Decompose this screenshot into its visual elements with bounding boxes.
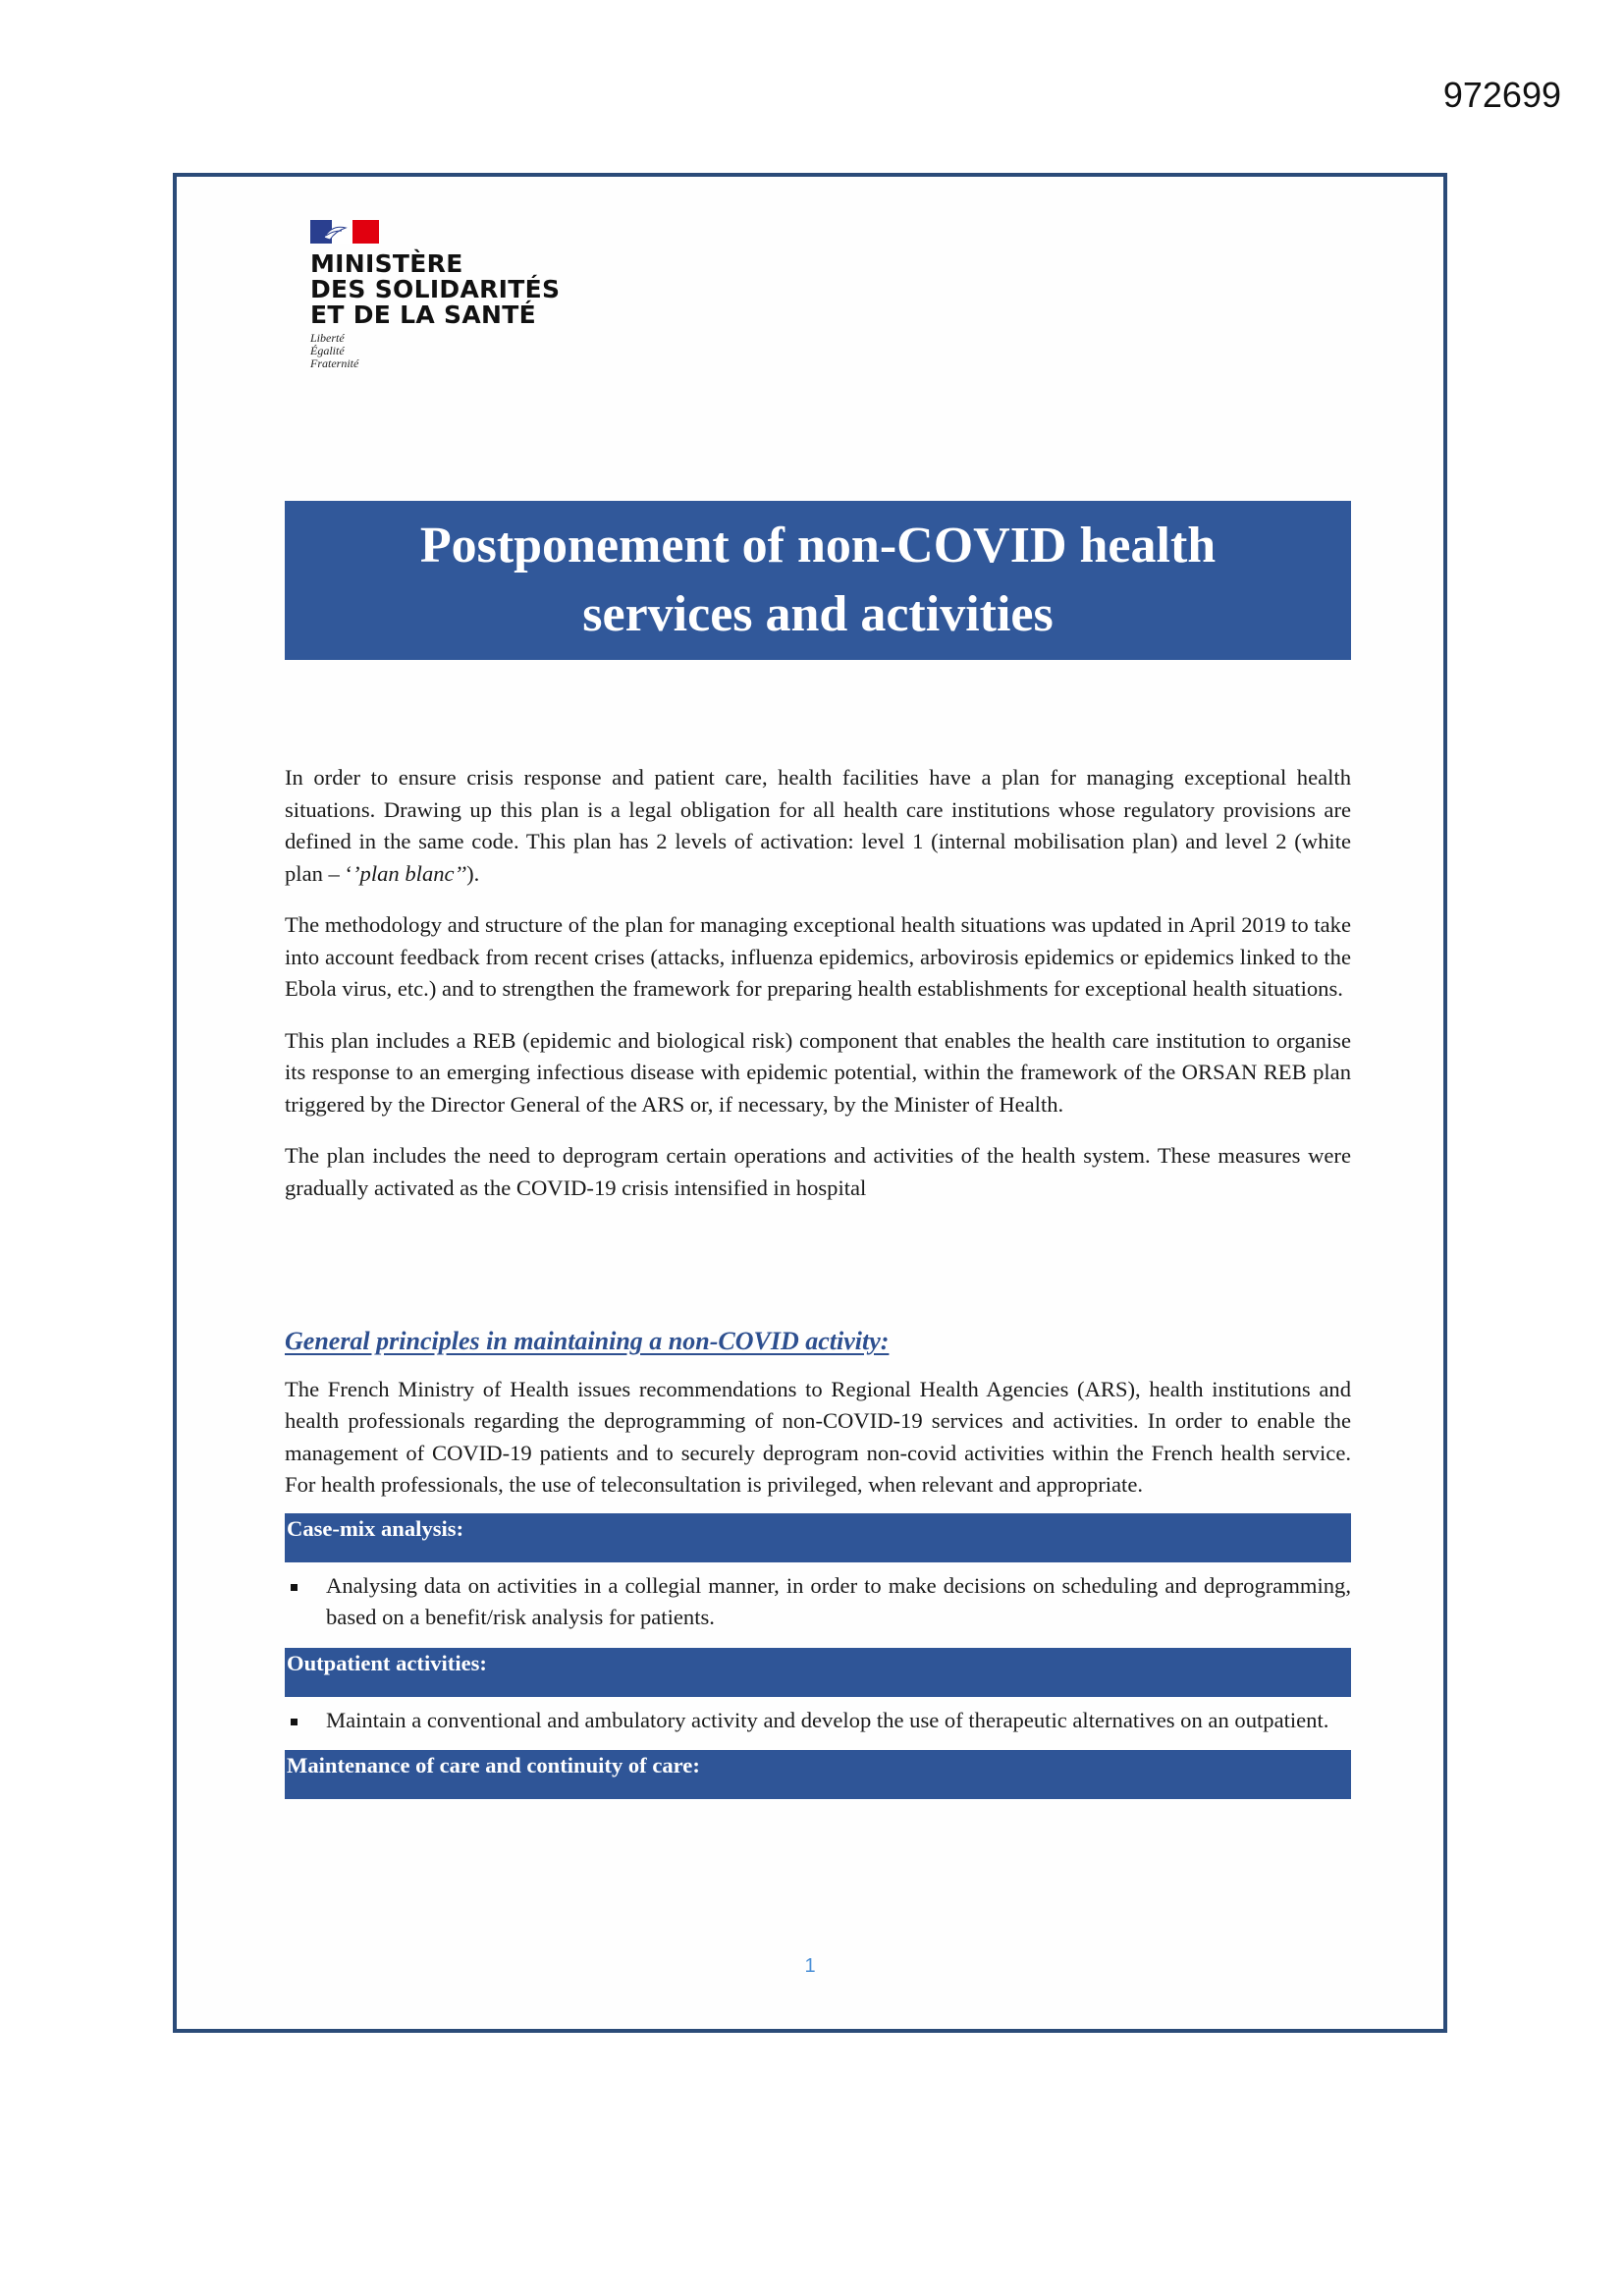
case-mix-list bbox=[285, 1570, 1351, 1634]
outpatient-list bbox=[285, 1705, 1351, 1737]
general-principles-heading: General principles in maintaining a non-COVID activity: bbox=[285, 1327, 890, 1355]
document-body bbox=[285, 762, 1351, 1799]
intro-paragraph-3: This plan includes a REB (epidemic and biological risk) component that enables the health care institution to organise its response to an emerging infectious disease with epidemic potential, within the framework of the ORSAN REB plan triggered by the Director General of the ARS or, if necessary, by the Minister of Health. bbox=[285, 1027, 1351, 1117]
list-item: Analysing data on activities in a collegial manner, in order to make decisions on scheduling and deprogramming, based on a benefit/risk analysis for patients. bbox=[285, 1570, 1351, 1634]
document-title-banner bbox=[285, 501, 1351, 660]
ministry-name: MINISTÈRE DES SOLIDARITÉS ET DE LA SANTÉ bbox=[310, 249, 561, 329]
list-item: Maintain a conventional and ambulatory activity and develop the use of therapeutic alternatives on an outpatient. bbox=[285, 1705, 1351, 1737]
page-number: 1 bbox=[804, 1955, 816, 1977]
intro-paragraph-2: The methodology and structure of the plan for managing exceptional health situations was updated in April 2019 to take into account feedback from recent crises (attacks, influenza epidemics, arbovirosis epidemics or epidemics linked to the Ebola virus, etc.) and to strengthen the framework for preparing health establishments for exceptional health situations. bbox=[285, 912, 1351, 1001]
section-bar-outpatient: Outpatient activities: bbox=[285, 1648, 1351, 1697]
ministry-logo bbox=[310, 220, 560, 370]
intro-paragraph-1: In order to ensure crisis response and patient care, health facilities have a plan for managing exceptional health situations. Drawing up this plan is a legal obligation for all health care institutions whose regulatory provisions are defined in the same code. This plan has 2 levels of activation: level 1 (internal mobilisation plan) and level 2 (white plan – ‘’plan blanc’’). bbox=[285, 765, 1351, 886]
republic-motto: Liberté Égalité Fraternité bbox=[310, 331, 359, 370]
document-page bbox=[173, 173, 1447, 2033]
section-bar-maintenance-of-care: Maintenance of care and continuity of care: bbox=[285, 1750, 1351, 1799]
section-bar-case-mix: Case-mix analysis: bbox=[285, 1513, 1351, 1562]
french-flag-icon bbox=[310, 220, 379, 244]
document-title: Postponement of non-COVID health services and activities bbox=[419, 518, 1217, 642]
general-principles-paragraph: The French Ministry of Health issues recommendations to Regional Health Agencies (ARS), health institutions and health professionals regarding the deprogramming of non-COVID-19 services and activities. In order to enable the management of COVID-19 patients and to securely deprogram non-covid activities within the French health service. For health professionals, the use of teleconsultation is privileged, when relevant and appropriate. bbox=[285, 1376, 1351, 1497]
intro-paragraph-4: The plan includes the need to deprogram certain operations and activities of the health system. These measures were gradually activated as the COVID-19 crisis intensified in hospital bbox=[285, 1143, 1351, 1200]
document-id: 972699 bbox=[1442, 75, 1561, 115]
